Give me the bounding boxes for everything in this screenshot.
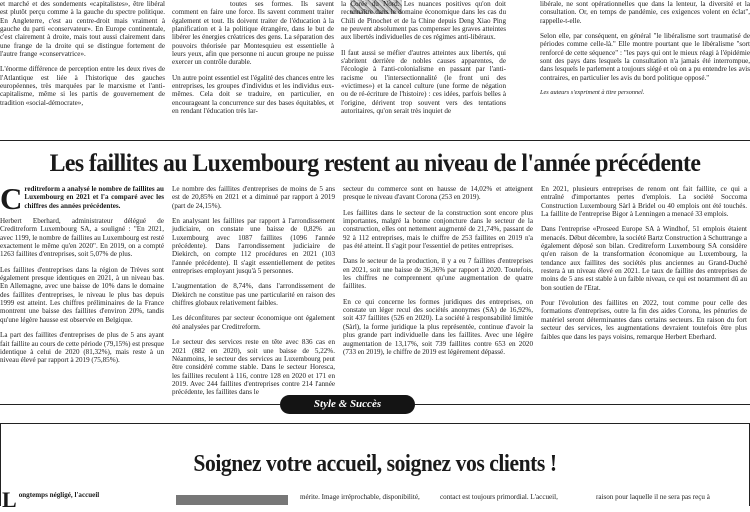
top-col-4 <box>540 0 750 133</box>
article-headline: Les faillites au Luxembourg restent au niveau de l'année précédente <box>49 150 701 177</box>
paragraph: L'augmentation de 8,74%, dans l'arrondissement de Diekirch ne constitue pas une particularité en raison des chiffres globaux relativement faibles. <box>172 282 335 308</box>
rubric-lead: ongtemps négligé, l'accueil <box>18 491 100 499</box>
paragraph: Les déconfitures par secteur économique ont également été analysées par Creditreform. <box>172 314 335 331</box>
paragraph: En 2021, plusieurs entreprises de renom ont fait faillite, ce qui a entraîné d'importantes pertes d'emplois. La société Soccoma Construction Luxembourg Sàrl à Bridel ou 40 emplois ont été touchés. La faillite de l'entreprise Bigor à Lenningen a menacé 33 emplois. <box>541 185 747 219</box>
paragraph: libérale, ne sont opérationnelles que dans la lenteur, la diversité et la consultation. Or, en temps de pandémie, ces exigences volent en éclat", rappelle-t-elle. <box>540 0 750 25</box>
paragraph: Le secteur des services reste en tête avec 836 cas en 2021 (882 en 2020), soit une baisse de 5,22%. Néanmoins, le secteur des services au Luxembourg peut être considéré comme stable. Dans le secteur Horesca, les faillites reculent à 116, contre 128 en 2020 et 171 en 2019. Avec 244 faillites d'entreprises contre 214 l'année précédente, les faillites dans le <box>172 338 335 397</box>
top-col-2 <box>172 0 334 133</box>
paragraph: Pour l'évolution des faillites en 2022, tout comme pour celle des formations d'entreprises, outre la fin des aides Corona, les pénuries de matériel seront déterminantes dans certains secteurs. En raison du fort secteur des services, les augmentations devraient toutefois être plus faibles que dans les pays voisins, remarque Herbert Eberhard. <box>541 299 747 341</box>
article-col-3 <box>343 185 533 390</box>
paragraph: Dans le secteur de la production, il y a eu 7 faillites d'entreprises en 2021, soit une baisse de 36,36% par rapport à 2020. Toutefois, les chiffres ne comprennent qu'une augmentation de quatre faillites. <box>343 257 533 291</box>
paragraph: Le nombre des faillites d'entreprises de moins de 5 ans est de 20,85% en 2021 et a diminué par rapport à 2019 (part de 24,15%). <box>172 185 335 210</box>
divider <box>0 140 750 141</box>
paragraph: La part des faillites d'entreprises de plus de 5 ans ayant fait faillite au cours de cette période (79,15%) est presque identique à celui de 2020 (81,32%), mais reste à un niveau élevé par rapport à 2019 (75,85%). <box>0 331 164 365</box>
paragraph: Un autre point essentiel est l'égalité des chances entre les entreprises, les groupes d'individus et les individus eux-mêmes. Cela doit se traduire, en particulier, en encourageant la concurrence sur des bases équitables, et en rendant l'éducation très lar- <box>172 73 334 116</box>
rubric-col-2 <box>300 493 435 501</box>
paragraph: mérite. Image irréprochable, disponibilité, <box>300 493 420 501</box>
paragraph: Il faut aussi se méfier d'autres atteintes aux libertés, qui s'abritent derrière de nobles causes apparentes, de l'écologie à l'anti-colonialisme en passant par l'anti-racisme ou l'intersectionnalité (le front uni des «victimes») et la cancel culture (une forme de négation ou de ré-écriture de l'histoire) : ces idées, parfois belles à l'origine, dérivent trop souvent vers des tentations autoritaires, qu'on serait très inquiet de <box>341 48 506 116</box>
article-col-2 <box>172 185 335 397</box>
rubric-col-1 <box>2 487 162 512</box>
paragraph: L'énorme différence de perception entre les deux rives de l'Atlantique est liée à l'historique des gauches européennes, très marquées par le marxisme et l'anti-capitalisme, même si les partis de gouvernement de tradition «social-démocrate», <box>0 65 165 107</box>
article-col-4 <box>541 185 747 390</box>
article-col-1 <box>0 181 164 390</box>
rubric-banner: Style & Succès <box>280 395 415 414</box>
paragraph: En ce qui concerne les formes juridiques des entreprises, on constate un léger recul des sociétés anonymes (SA) de 16,92%, soit 437 faillites (526 en 2020). La société à responsabilité limitée (Sàrl), la forme juridique la plus représentée, continue d'avoir la plus grande part individuelle dans les faillites. Avec une légère augmentation de 13,17%, soit 739 faillites contre 653 en 2020 (733 en 2019), le chiffre de 2019 est légèrement dépassé. <box>343 297 533 356</box>
paragraph: Les faillites dans le secteur de la construction sont encore plus importantes, malgré la bonne conjoncture dans le secteur de la construction, elles ont nettement augmenté de 21,74%, passant de 92 à 112 entreprises, mais le chiffre de 253 faillites en 2019 n'a pas été atteint. Il s'agit pour l'essentiel de petites entreprises. <box>343 208 533 251</box>
top-col-1 <box>0 0 165 133</box>
dropcap: L <box>2 487 17 512</box>
paragraph: En analysant les faillites par rapport à l'arrondissement judiciaire, on constate une baisse de 0,82% au Luxembourg avec 1087 faillites (1096 l'année précédente). Dans l'arrondissement judiciaire de Diekirch, on compte 112 procédures en 2021 (103 l'année précédente). Il s'agit essentiellement de petites entreprises employant jusqu'à 5 personnes. <box>172 217 335 276</box>
rubric-photo <box>176 495 288 505</box>
paragraph: Herbert Eberhard, administrateur délégué de Creditreform Luxembourg SA, a souligné : "En 2021, avec 1199, le nombre de faillites au Luxembourg est resté exactement le même qu'en 2020". En 2019, on a compté 1263 faillites d'entreprises, soit 5,07% de plus. <box>0 217 164 259</box>
dropcap: C <box>0 181 23 216</box>
paragraph: contact est toujours primordial. L'accueil, <box>440 493 558 501</box>
paragraph: Les faillites d'entreprises dans la région de Trèves sont également presque identiques en 2021, à un niveau bas. En Allemagne, avec une baisse de 10% dans le domaine des faillites d'entreprises, le niveau le plus bas depuis 1999 est atteint. Les chiffres préliminaires de la France montrent une baisse des faillites d'environ 20%, tandis qu'une légère hausse est observée en Belgique. <box>0 265 164 324</box>
divider <box>0 404 280 405</box>
paragraph: toutes ses formes. Ils savent comment en faire une force. Ils savent comment traiter également et tout. Ils doivent traiter de l'éducation à la planification et à la politique étrangère, dans le but de libérer les énergies créatrices des gens. La séparation des pouvoirs théorisée par Montesquieu est essentielle à leurs yeux, afin que personne ni aucun groupe ne puisse exercer un contrôle durable. <box>172 0 334 67</box>
author-note: Les auteurs s'expriment à titre personnel. <box>540 89 645 97</box>
top-col-3 <box>341 0 506 133</box>
article-lead: Creditreform a analysé le nombre de faillites au Luxembourg en 2021 et l'a comparé avec les chiffres des années précédentes. <box>0 181 164 216</box>
paragraph: raison pour laquelle il ne sera pas reçu à <box>596 493 710 501</box>
rubric-col-4 <box>596 493 748 501</box>
rubric-col-3 <box>440 493 590 501</box>
paragraph: secteur du commerce sont en hausse de 14,02% et atteignent presque le niveau d'avant Corona (253 en 2019). <box>343 185 533 202</box>
rubric-headline: Soignez votre accueil, soignez vos clients ! <box>193 451 557 477</box>
paragraph: Selon elle, par conséquent, en général "le libéralisme sort traumatisé de périodes comme celle-là." Elle montre pourtant que le libéralisme "sort renforcé de cette séquence" : "les pays qui ont le mieux réagi à l'épidémie sont des pays dans lesquels la consultation n'a jamais été interrompue, dans lesquels le parlement a toujours siégé et où on a pu entendre les avis contraires, en particulier les avis du bord politique opposé." <box>540 32 750 82</box>
divider <box>415 404 750 405</box>
paragraph: Dans l'entreprise «Proseed Europe SA à Windhof, 51 emplois étaient menacés. Début décembre, la société Bartz Construction à Schuttrange a également déposé son bilan. Creditreform Luxembourg SA considère qu'en raison de la transformation économique au Luxembourg, la tendance aux faillites des sociétés plus anciennes au Grand-Duché restera à un niveau élevé en 2021. Le taux de faillite des entreprises de moins de 5 ans est stable à un faible niveau, ce qui est notamment dû au bon soutien de l'Etat. <box>541 225 747 292</box>
paragraph: la Corée du Nord. Les nuances positives qu'on doit reconnaître dans le domaine économique dans les cas du Chili de Pinochet et de la Chine depuis Deng Xiao Ping ne peuvent absolument pas compenser les graves atteintes aux libertés individuelles de ces régimes anti-libéraux. <box>341 0 506 42</box>
paragraph: et marché et des sondements «capitalistes», être libéral est plutôt perçu comme à la gauche du spectre politique. En Angleterre, c'est au centre-droit mais vraiment à gauche du parti «conservateur». En Europe continentale, c'est clairement à droite, mais tout aussi clairement dans une frange de la droite qui se distingue fortement de l'autre frange «conservatrice». <box>0 0 165 59</box>
